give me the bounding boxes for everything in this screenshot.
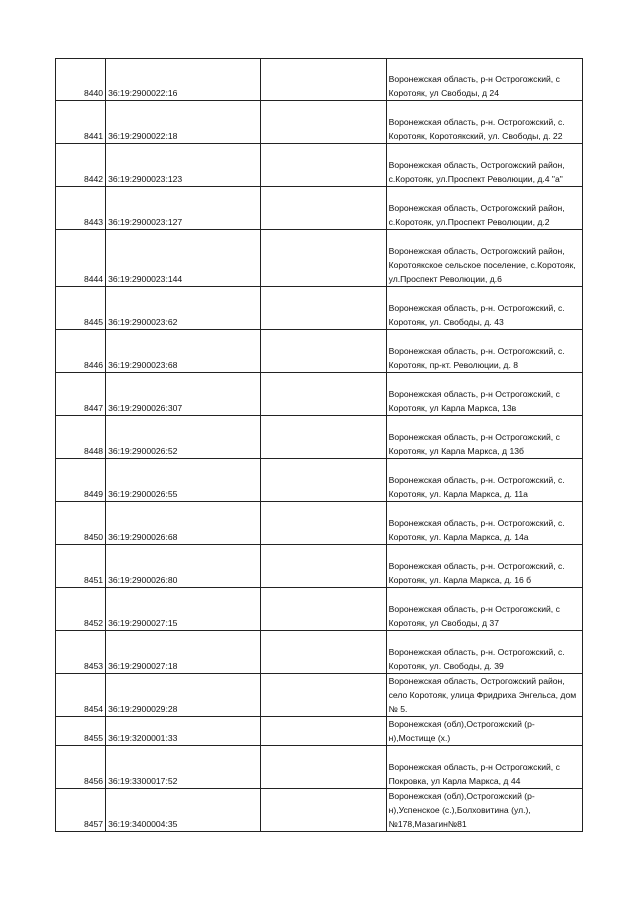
row-number: 8450 xyxy=(56,502,106,545)
empty-cell xyxy=(261,59,386,101)
table-row xyxy=(56,101,583,144)
cadastral-number: 36:19:2900027:15 xyxy=(106,588,261,631)
empty-cell xyxy=(261,416,386,459)
cadastral-number: 36:19:2900027:18 xyxy=(106,631,261,674)
row-number: 8445 xyxy=(56,287,106,330)
address: Воронежская область, р-н. Острогожский, с. Коротояк, ул. Карла Маркса, д. 16 б xyxy=(386,545,582,588)
row-number: 8443 xyxy=(56,187,106,230)
row-number: 8444 xyxy=(56,230,106,287)
empty-cell xyxy=(261,631,386,674)
table-row xyxy=(56,789,583,832)
empty-cell xyxy=(261,373,386,416)
cadastral-number: 36:19:2900023:127 xyxy=(106,187,261,230)
table-row xyxy=(56,373,583,416)
address: Воронежская область, р-н. Острогожский, с. Коротояк, ул. Свободы, д. 39 xyxy=(386,631,582,674)
cadastral-number: 36:19:2900023:62 xyxy=(106,287,261,330)
row-number: 8457 xyxy=(56,789,106,832)
empty-cell xyxy=(261,287,386,330)
row-number: 8455 xyxy=(56,717,106,746)
cadastral-number: 36:19:3400004:35 xyxy=(106,789,261,832)
row-number: 8447 xyxy=(56,373,106,416)
address: Воронежская (обл),Острогожский (р-н),Успенское (с.),Болховитина (ул.),№178,Мазагин№81 xyxy=(386,789,582,832)
cadastral-number: 36:19:2900022:16 xyxy=(106,59,261,101)
row-number: 8446 xyxy=(56,330,106,373)
table-row xyxy=(56,330,583,373)
address: Воронежская область, Острогожский район, село Коротояк, улица Фридриха Энгельса, дом № 5. xyxy=(386,674,582,717)
cadastral-number: 36:19:2900026:80 xyxy=(106,545,261,588)
cadastral-number: 36:19:2900026:55 xyxy=(106,459,261,502)
table-row xyxy=(56,287,583,330)
empty-cell xyxy=(261,545,386,588)
row-number: 8456 xyxy=(56,746,106,789)
table-row xyxy=(56,746,583,789)
address: Воронежская область, р-н. Острогожский, с. Коротояк, ул. Карла Маркса, д. 11а xyxy=(386,459,582,502)
address: Воронежская область, Острогожский район, Коротоякское сельское поселение, с.Коротояк, ул.Проспект Революции, д.6 xyxy=(386,230,582,287)
row-number: 8451 xyxy=(56,545,106,588)
table-row xyxy=(56,545,583,588)
table-row xyxy=(56,631,583,674)
table-row xyxy=(56,502,583,545)
row-number: 8440 xyxy=(56,59,106,101)
empty-cell xyxy=(261,502,386,545)
empty-cell xyxy=(261,230,386,287)
empty-cell xyxy=(261,588,386,631)
address: Воронежская (обл),Острогожский (р-н),Мостище (х.) xyxy=(386,717,582,746)
address: Воронежская область, Острогожский район, с.Коротояк, ул.Проспект Революции, д.4 "а" xyxy=(386,144,582,187)
table-row xyxy=(56,717,583,746)
row-number: 8441 xyxy=(56,101,106,144)
table-row xyxy=(56,59,583,101)
cadastral-number: 36:19:2900026:52 xyxy=(106,416,261,459)
empty-cell xyxy=(261,717,386,746)
row-number: 8449 xyxy=(56,459,106,502)
address: Воронежская область, р-н Острогожский, с Коротояк, ул Карла Маркса, д 13б xyxy=(386,416,582,459)
address: Воронежская область, р-н. Острогожский, с. Коротояк, ул. Свободы, д. 43 xyxy=(386,287,582,330)
address: Воронежская область, р-н. Острогожский, с. Коротояк, пр-кт. Революции, д. 8 xyxy=(386,330,582,373)
cadastral-number: 36:19:3300017:52 xyxy=(106,746,261,789)
cadastral-number: 36:19:2900029:28 xyxy=(106,674,261,717)
cadastral-number: 36:19:2900023:68 xyxy=(106,330,261,373)
empty-cell xyxy=(261,144,386,187)
empty-cell xyxy=(261,187,386,230)
cadastral-number: 36:19:3200001:33 xyxy=(106,717,261,746)
table-row xyxy=(56,230,583,287)
address: Воронежская область, р-н Острогожский, с Коротояк, ул Карла Маркса, 13в xyxy=(386,373,582,416)
empty-cell xyxy=(261,330,386,373)
cadastral-number: 36:19:2900026:68 xyxy=(106,502,261,545)
row-number: 8453 xyxy=(56,631,106,674)
address: Воронежская область, р-н Острогожский, с Коротояк, ул Свободы, д 37 xyxy=(386,588,582,631)
cadastral-number: 36:19:2900022:18 xyxy=(106,101,261,144)
table-row xyxy=(56,459,583,502)
row-number: 8448 xyxy=(56,416,106,459)
row-number: 8452 xyxy=(56,588,106,631)
table-row xyxy=(56,588,583,631)
table-row xyxy=(56,416,583,459)
table-row xyxy=(56,187,583,230)
address: Воронежская область, р-н Острогожский, с Коротояк, ул Свободы, д 24 xyxy=(386,59,582,101)
empty-cell xyxy=(261,459,386,502)
cadastral-number: 36:19:2900023:144 xyxy=(106,230,261,287)
empty-cell xyxy=(261,674,386,717)
address: Воронежская область, р-н Острогожский, с Покровка, ул Карла Маркса, д 44 xyxy=(386,746,582,789)
row-number: 8454 xyxy=(56,674,106,717)
table-row xyxy=(56,144,583,187)
cadastral-register-table xyxy=(55,58,583,832)
empty-cell xyxy=(261,746,386,789)
row-number: 8442 xyxy=(56,144,106,187)
cadastral-number: 36:19:2900026:307 xyxy=(106,373,261,416)
address: Воронежская область, р-н. Острогожский, с. Коротояк, ул. Карла Маркса, д. 14а xyxy=(386,502,582,545)
address: Воронежская область, Острогожский район, с.Коротояк, ул.Проспект Революции, д.2 xyxy=(386,187,582,230)
cadastral-number: 36:19:2900023:123 xyxy=(106,144,261,187)
address: Воронежская область, р-н. Острогожский, с. Коротояк, Коротоякский, ул. Свободы, д. 22 xyxy=(386,101,582,144)
table-row xyxy=(56,674,583,717)
empty-cell xyxy=(261,101,386,144)
empty-cell xyxy=(261,789,386,832)
